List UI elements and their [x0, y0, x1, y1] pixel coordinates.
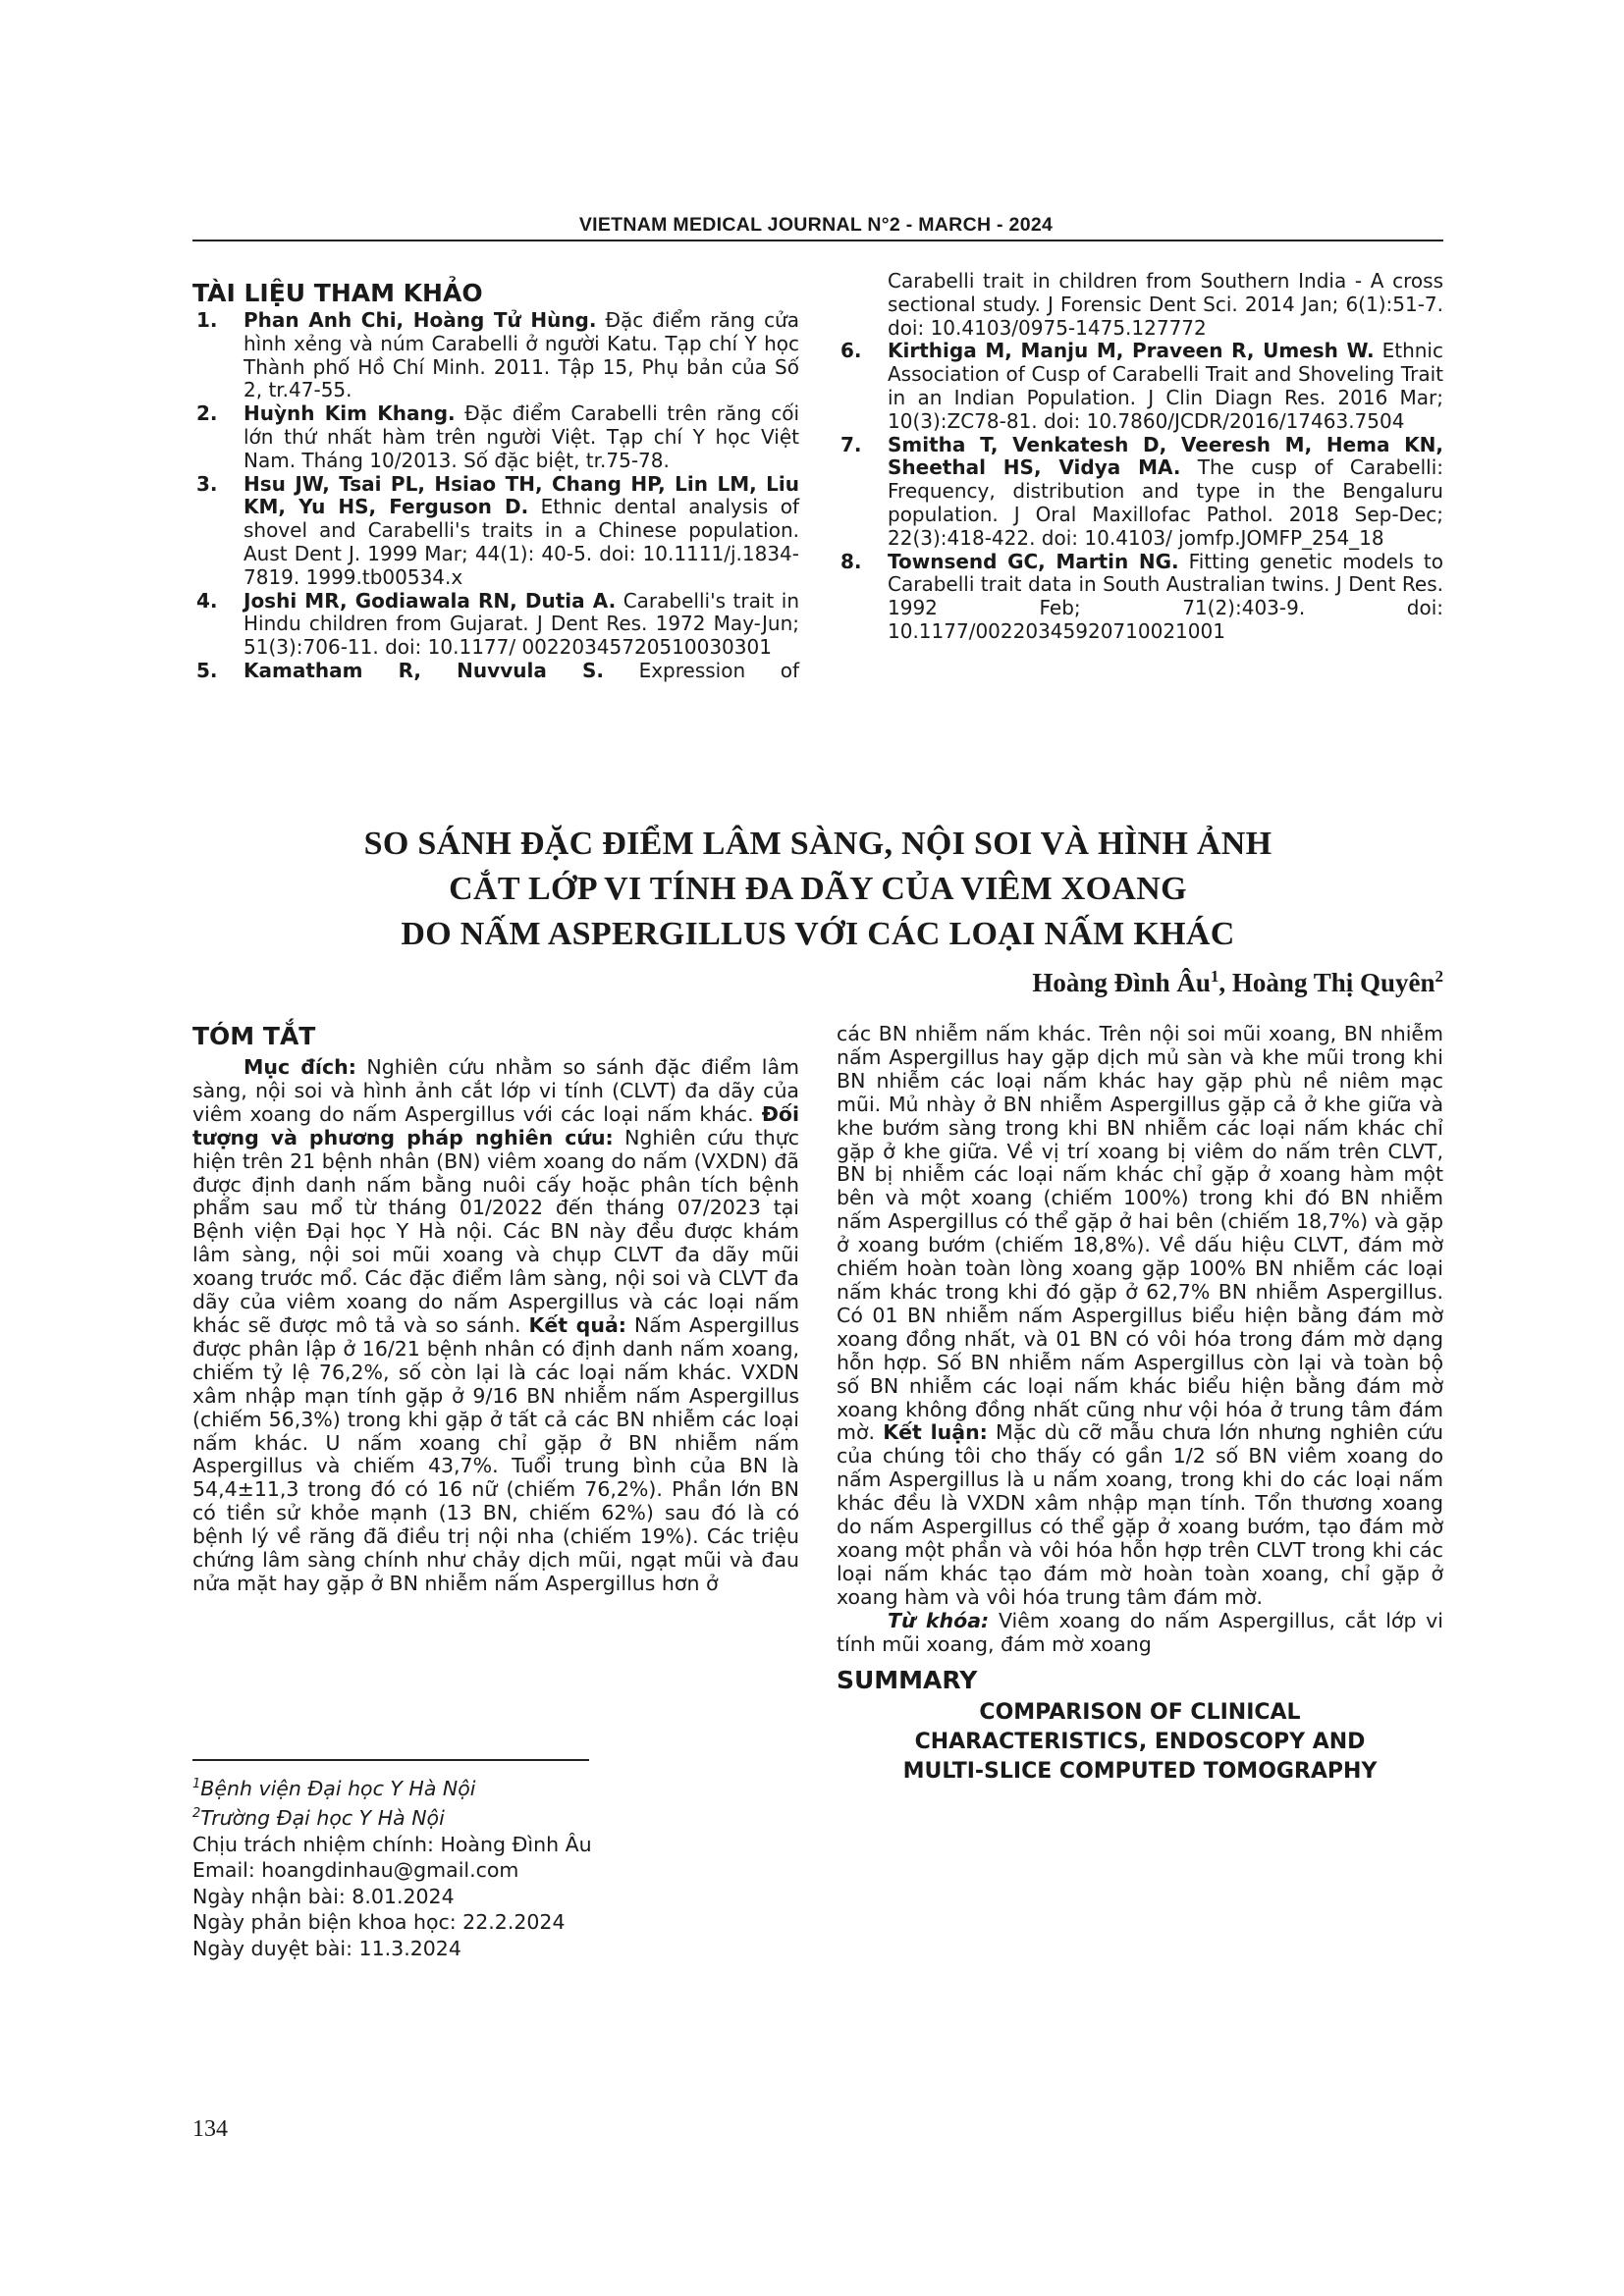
reference-number: 6. — [840, 339, 862, 363]
reference-number: 5. — [196, 658, 218, 682]
reference-authors: Townsend GC, Martin NG. — [888, 549, 1179, 573]
results-label: Kết quả: — [528, 1312, 626, 1337]
reference-item-7 — [837, 434, 1443, 551]
reference-authors: Phan Anh Chi, Hoàng Tử Hùng. — [244, 308, 597, 332]
reference-text: Ethnic dental analysis of shovel and Carabelli's traits in a Chinese population. Aust Dent J. 1999 Mar; 44(1): 40-5. doi: 10.1111/j.1834-7819. 1999.tb00534.x — [244, 495, 799, 589]
abstract-paragraph-continued — [837, 1023, 1443, 1610]
conclusion-text: Mặc dù cỡ mẫu chưa lớn nhưng nghiên cứu của chúng tôi cho thấy có gần 1/2 số BN viêm xoang do nấm Aspergillus là u nấm xoang, trong khi do các loại nấm khác đều là VXDN xâm nhập mạn tính. Tổn thương xoang do nấm Aspergillus có thể gặp ở xoang bướm, tạo đám mờ xoang một phần và vôi hóa hỗn hợp trên CLVT trong khi các loại nấm khác tạo đám mờ hoàn toàn xoang, chỉ gặp ở xoang hàm và vôi hóa trung tâm đám mờ. — [837, 1420, 1443, 1609]
affiliation-1 — [192, 1772, 782, 1801]
date-received: Ngày nhận bài: 8.01.2024 — [192, 1884, 455, 1908]
reference-number: 4. — [196, 588, 218, 613]
reference-text: Ethnic Association of Cusp of Carabelli Trait and Shoveling Trait in an Indian Population. J Clin Diagn Res. 2016 Mar; 10(3):ZC78-81. doi: 10.7860/JCDR/2016/17463.7504 — [888, 339, 1443, 433]
reference-item-2 — [192, 402, 799, 472]
purpose-label: Mục đích: — [244, 1055, 356, 1079]
reference-text: Expression of — [604, 658, 799, 682]
reference-text: The cusp of Carabelli: Frequency, distribution and type in the Bengaluru population. J Oral Maxillofac Pathol. 2018 Sep-Dec; 22(3):418-422. doi: 10.4103/ jomfp.JOMFP_254_18 — [888, 455, 1443, 550]
journal-header: VIETNAM MEDICAL JOURNAL N°2 - MARCH - 2024 — [578, 214, 1054, 236]
author-separator: , — [1218, 968, 1232, 997]
corresponding-author: Chịu trách nhiệm chính: Hoàng Đình Âu — [192, 1832, 592, 1856]
reference-authors: Smitha T, Venkatesh D, Veeresh M, Hema KN, Sheethal HS, Vidya MA. — [888, 432, 1443, 480]
reference-text: Carabelli's trait in Hindu children from Gujarat. J Dent Res. 1972 May-Jun; 51(3):706-11. doi: 10.1177/ 00220345720510030301 — [244, 588, 799, 660]
affiliation-2 — [192, 1801, 782, 1831]
reference-text: Đặc điểm Carabelli trên răng cối lớn thứ nhất hàm trên người Việt. Tạp chí Y học Việt Nam. Tháng 10/2013. Số đặc biệt, tr.75-78. — [244, 401, 799, 472]
article-title — [192, 822, 1443, 957]
header-divider — [192, 240, 1443, 241]
reference-item-5 — [192, 660, 799, 683]
reference-item-1 — [192, 309, 799, 402]
summary-title: SUMMARY — [837, 1666, 978, 1695]
author-name: Hoàng Đình Âu — [1032, 968, 1211, 997]
affiliation-marker: 1 — [192, 1777, 201, 1791]
keywords-text: Viêm xoang do nấm Aspergillus, cắt lớp vi tính mũi xoang, đám mờ xoang — [837, 1608, 1444, 1656]
reference-authors: Kamatham R, Nuvvula S. — [244, 658, 605, 682]
reference-list-continued — [837, 270, 1443, 644]
author-affiliation-marker: 2 — [1435, 967, 1443, 986]
methods-text: Nghiên cứu thực hiện trên 21 bệnh nhân (BN) viêm xoang do nấm (VXDN) đã được định danh nấm bằng nuôi cấy hoặc phân tích bệnh phẩm sau mổ từ tháng 01/2022 đến tháng 07/2023 tại Bệnh viện Đại học Y Hà nội. Các BN này đều được khám lâm sàng, nội soi mũi xoang và chụp CLVT đa dãy mũi xoang trước mổ. Các đặc điểm lâm sàng, nội soi và CLVT đa dãy của viêm xoang do nấm Aspergillus và các loại nấm khác sẽ được mô tả và so sánh. — [192, 1125, 799, 1337]
reference-item-4 — [192, 590, 799, 660]
article-authors — [1032, 967, 1443, 998]
reference-item-3 — [192, 473, 799, 590]
author-name: Hoàng Thị Quyên — [1231, 968, 1435, 997]
reference-number: 8. — [840, 549, 862, 573]
summary-subtitle-line: CHARACTERISTICS, ENDOSCOPY AND — [914, 1730, 1366, 1755]
reference-text: Carabelli trait in children from Southern India - A cross sectional study. J Forensic Dent Sci. 2014 Jan; 6(1):51-7. doi: 10.4103/0975-1475.127772 — [888, 269, 1443, 340]
references-title: TÀI LIỆU THAM KHẢO — [192, 279, 483, 307]
affiliation-text: Bệnh viện Đại học Y Hà Nội — [200, 1776, 476, 1800]
footnotes — [192, 1772, 782, 1961]
article-title-line: CẮT LỚP VI TÍNH ĐA DÃY CỦA VIÊM XOANG — [449, 871, 1187, 907]
methods-label: Đối tượng và phương pháp nghiên cứu: — [192, 1101, 799, 1149]
affiliation-text: Trường Đại học Y Hà Nội — [200, 1806, 445, 1831]
article-title-line: DO NẤM ASPERGILLUS VỚI CÁC LOẠI NẤM KHÁC — [401, 916, 1235, 952]
results-text-continued: các BN nhiễm nấm khác. Trên nội soi mũi xoang, BN nhiễm nấm Aspergillus hay gặp dịch mủ sàn và khe mũi trong khi BN nhiễm các loại nấm khác hay gặp phù nề niêm mạc mũi. Mủ nhày ở BN nhiễm Aspergillus gặp cả ở khe giữa và khe bướm sàng trong khi BN nhiễm các loại nấm khác chỉ gặp ở khe giữa. Về vị trí xoang bị viêm do nấm trên CLVT, BN bị nhiễm các loại nấm khác chỉ gặp ở xoang hàm một bên và một xoang (chiếm 100%) trong khi đó BN nhiễm nấm Aspergillus có thể gặp ở hai bên (chiếm 18,7%) và gặp ở xoang bướm (chiếm 18,8%). Về dấu hiệu CLVT, đám mờ chiếm hoàn toàn lòng xoang gặp 100% BN nhiễm các loại nấm khác trong khi đó gặp ở 62,7% BN nhiễm Aspergillus. Có 01 BN nhiễm nấm Aspergillus biểu hiện bằng đám mờ xoang đồng nhất, và 01 BN có vôi hóa trong đám mờ dạng hỗn hợp. Số BN nhiễm nấm Aspergillus còn lại và toàn bộ số BN nhiễm các loại nấm khác biểu hiện bằng đám mờ xoang không đồng nhất cũng như vội hóa ở trung tâm đám mờ. — [837, 1022, 1443, 1445]
reference-item-6 — [837, 340, 1443, 433]
reference-list — [192, 309, 799, 683]
reference-number: 7. — [840, 432, 862, 456]
reference-number: 3. — [196, 471, 218, 496]
reference-authors: Hsu JW, Tsai PL, Hsiao TH, Chang HP, Lin LM, Liu KM, Yu HS, Ferguson D. — [244, 471, 799, 519]
references-right-column — [837, 270, 1443, 644]
footnote-divider — [192, 1759, 589, 1761]
date-reviewed: Ngày phản biện khoa học: 22.2.2024 — [192, 1910, 566, 1935]
purpose-text: Nghiên cứu nhằm so sánh đặc điểm lâm sàng, nội soi và hình ảnh cắt lớp vi tính (CLVT) đa dãy của viêm xoang do nấm Aspergillus với các loại nấm khác. — [192, 1055, 800, 1126]
affiliation-marker: 2 — [192, 1806, 201, 1822]
date-accepted: Ngày duyệt bài: 11.3.2024 — [192, 1936, 461, 1960]
reference-authors: Kirthiga M, Manju M, Praveen R, Umesh W. — [888, 339, 1375, 363]
abstract-right-column — [837, 1023, 1443, 1787]
reference-text: Fitting genetic models to Carabelli trait data in South Australian twins. J Dent Res. 1992 Feb; 71(2):403-9. doi: 10.1177/00220345920710021001 — [888, 549, 1443, 643]
summary-subtitle-line: MULTI-SLICE COMPUTED TOMOGRAPHY — [902, 1759, 1378, 1785]
keywords-label: Từ khóa: — [888, 1608, 990, 1632]
results-text: Nấm Aspergillus được phân lập ở 16/21 bệnh nhân có định danh nấm xoang, chiếm tỷ lệ 76,2%, số còn lại là các loại nấm khác. VXDN xâm nhập mạn tính gặp ở 9/16 BN nhiễm nấm Aspergillus (chiếm 56,3%) trong khi gặp ở tất cả các BN nhiễm các loại nấm khác. U nấm xoang chỉ gặp ở BN nhiễm nấm Aspergillus và chiếm 43,7%. Tuổi trung bình của BN là 54,4±11,3 trong đó có 16 nữ (chiếm 76,2%). Phần lớn BN có tiền sử khỏe mạnh (13 BN, chiếm 62%) sau đó là có bệnh lý về răng đã điều trị nội nha (chiếm 19%). Các triệu chứng lâm sàng chính như chảy dịch mũi, ngạt mũi và đau nửa mặt hay gặp ở BN nhiễm nấm Aspergillus hơn ở — [192, 1312, 799, 1595]
author-affiliation-marker: 1 — [1210, 967, 1219, 986]
conclusion-label: Kết luận: — [883, 1420, 988, 1445]
reference-authors: Huỳnh Kim Khang. — [244, 401, 456, 426]
references-left-column — [192, 278, 799, 683]
summary-subtitle-line: COMPARISON OF CLINICAL — [979, 1700, 1301, 1726]
abstract-left-column — [192, 1021, 799, 1596]
reference-item-5-continued — [837, 270, 1443, 340]
abstract-title: TÓM TẮT — [192, 1022, 316, 1050]
reference-number: 1. — [196, 308, 218, 332]
reference-text: Đặc điểm răng cửa hình xẻng và núm Carabelli ở người Katu. Tạp chí Y học Thành phố Hồ Chí Minh. 2011. Tập 15, Phụ bản của Số 2, tr.47-55. — [244, 308, 799, 402]
summary-subtitle — [837, 1698, 1443, 1787]
contact-email: Email: hoangdinhau@gmail.com — [192, 1858, 519, 1883]
abstract-paragraph — [192, 1056, 799, 1596]
reference-authors: Joshi MR, Godiawala RN, Dutia A. — [244, 588, 617, 613]
keywords-paragraph — [837, 1610, 1443, 1657]
article-title-line: SO SÁNH ĐẶC ĐIỂM LÂM SÀNG, NỘI SOI VÀ HÌNH ẢNH — [363, 826, 1272, 862]
reference-item-8 — [837, 551, 1443, 644]
page-number: 134 — [192, 2116, 228, 2142]
reference-number: 2. — [196, 401, 218, 426]
